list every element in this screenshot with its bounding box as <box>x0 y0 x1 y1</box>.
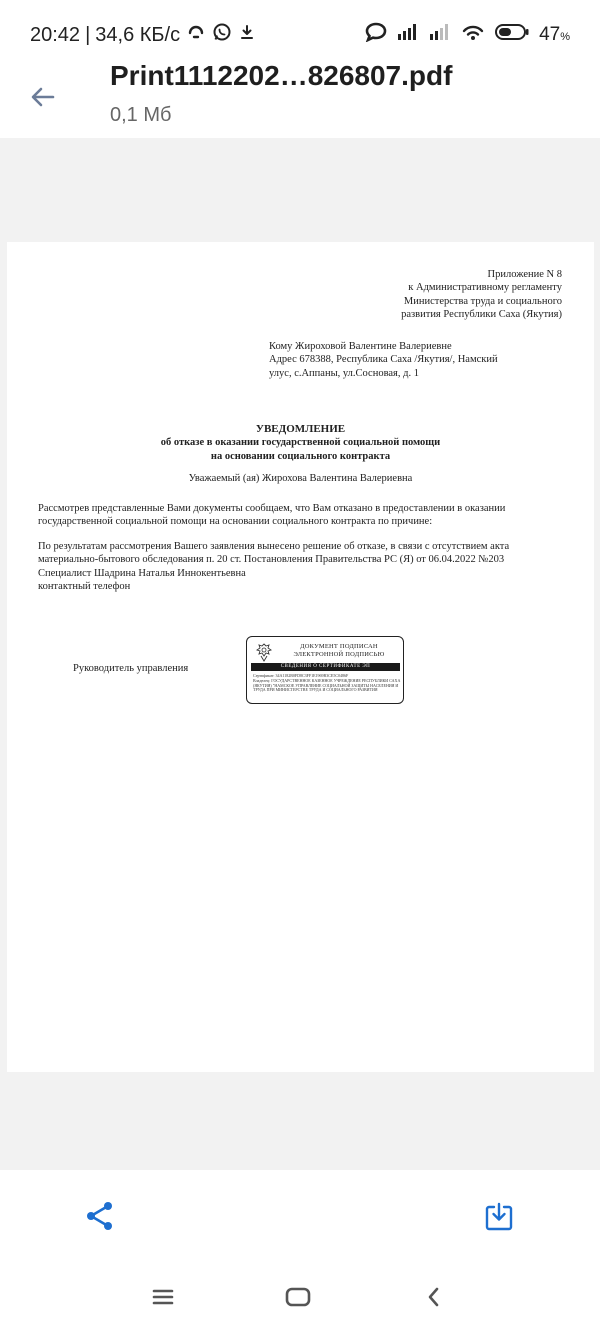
stamp-certificate: Сертификат: 34A1182B0FD8C3FF1E1969B3CE5C0486F <box>253 673 349 678</box>
home-icon <box>284 1286 312 1308</box>
status-left <box>30 22 256 48</box>
stamp-line-1: ДОКУМЕНТ ПОДПИСАН <box>300 643 378 650</box>
appendix-block <box>302 268 562 322</box>
greeting: Уважаемый (ая) Жирохова Валентина Валериевна <box>188 473 413 484</box>
appendix-line: Министерства труда и социального <box>403 295 562 307</box>
chevron-left-icon <box>425 1286 443 1308</box>
status-time: 20:42 <box>30 23 81 46</box>
share-icon <box>83 1199 117 1233</box>
status-right <box>365 22 570 48</box>
recipient-line: Кому Жироховой Валентине Валериевне <box>269 341 452 352</box>
recipient-line: Адрес 678388, Республика Саха /Якутия/, Намский <box>269 354 498 366</box>
pdf-viewer[interactable] <box>0 138 600 1170</box>
app-header <box>0 58 600 138</box>
chat-status-icon <box>365 22 387 48</box>
appendix-line: развития Республики Саха (Якутия) <box>401 309 562 321</box>
nav-menu-button[interactable] <box>145 1282 181 1312</box>
stamp-owner: Владелец: ГОСУДАРСТВЕННОЕ КАЗЕННОЕ УЧРЕЖДЕНИЕ РЕСПУБЛИКИ САХА (ЯКУТИЯ) "НАМСКОЕ УПРАВЛЕНИЕ СОЦИАЛЬНОЙ ЗАЩИТЫ НАСЕЛЕНИЯ И ТРУДА ПРИ МИНИСТЕРСТВЕ ТРУДА И СОЦИАЛЬНОГО РАЗВИТИЯ <box>253 677 401 693</box>
signal-sim1-icon <box>397 23 419 47</box>
stamp-details <box>253 674 401 693</box>
recipient-block <box>269 340 559 380</box>
stamp-heading <box>279 643 399 659</box>
manager-label: Руководитель управления <box>73 663 189 674</box>
signal-sim2-icon <box>429 23 451 47</box>
notice-subtitle-2: на основании социального контракта <box>210 450 391 462</box>
status-bar <box>0 0 600 66</box>
paragraph-decision: По результатам рассмотрения Вашего заявления вынесено решение об отказе, в связи с отсутствием акта материально-бытового обследования п. 20 ст. Постановления Правительства РС (Я) от 06.04.2022 №203 <box>38 540 510 566</box>
paragraph-reason: Рассмотрев представленные Вами документы сообщаем, что Вам отказано в предоставлении в оказании государственной социальной помощи на основании социального контракта по причине: <box>38 503 506 528</box>
notice-subtitle-1: об отказе в оказании государственной социальной помощи <box>160 437 441 449</box>
share-button[interactable] <box>80 1196 120 1236</box>
notice-title <box>7 422 594 463</box>
stamp-line-2: ЭЛЕКТРОННОЙ ПОДПИСЬЮ <box>293 650 385 658</box>
pdf-page[interactable] <box>7 242 594 1072</box>
sync-icon <box>186 22 206 48</box>
action-bar <box>0 1170 600 1262</box>
back-arrow-icon <box>28 82 58 112</box>
body-text <box>38 502 568 594</box>
specialist-line: Специалист Шадрина Наталья Иннокентьевна <box>38 567 246 579</box>
signature-stamp <box>246 636 404 704</box>
appendix-line: к Административному регламенту <box>408 282 562 294</box>
file-size-label: 0,1 Мб <box>110 104 172 126</box>
hotspot-icon <box>461 22 485 48</box>
nav-home-button[interactable] <box>280 1282 316 1312</box>
back-button[interactable] <box>24 78 62 116</box>
notice-heading: УВЕДОМЛЕНИЕ <box>255 423 346 435</box>
network-speed: 34,6 КБ/с <box>95 23 181 46</box>
appendix-line: Приложение N 8 <box>487 269 562 280</box>
status-separator: | <box>85 23 91 46</box>
file-name-title: Print1112202…826807.pdf <box>110 60 453 91</box>
whatsapp-icon <box>212 22 232 48</box>
battery-icon <box>495 23 529 47</box>
nav-back-button[interactable] <box>416 1282 452 1312</box>
contact-phone-line: контактный телефон <box>38 581 131 593</box>
recipient-line: улус, с.Аппаны, ул.Сосновая, д. 1 <box>269 367 419 379</box>
download-icon <box>483 1201 515 1233</box>
download-button[interactable] <box>478 1196 520 1238</box>
stamp-certificate-bar: СВЕДЕНИЯ О СЕРТИФИКАТЕ ЭП <box>251 663 400 671</box>
system-nav-bar <box>0 1262 600 1332</box>
download-status-icon <box>238 23 256 47</box>
menu-icon <box>152 1288 174 1306</box>
coat-of-arms-icon <box>253 641 275 663</box>
battery-percent: 47% <box>539 24 570 45</box>
